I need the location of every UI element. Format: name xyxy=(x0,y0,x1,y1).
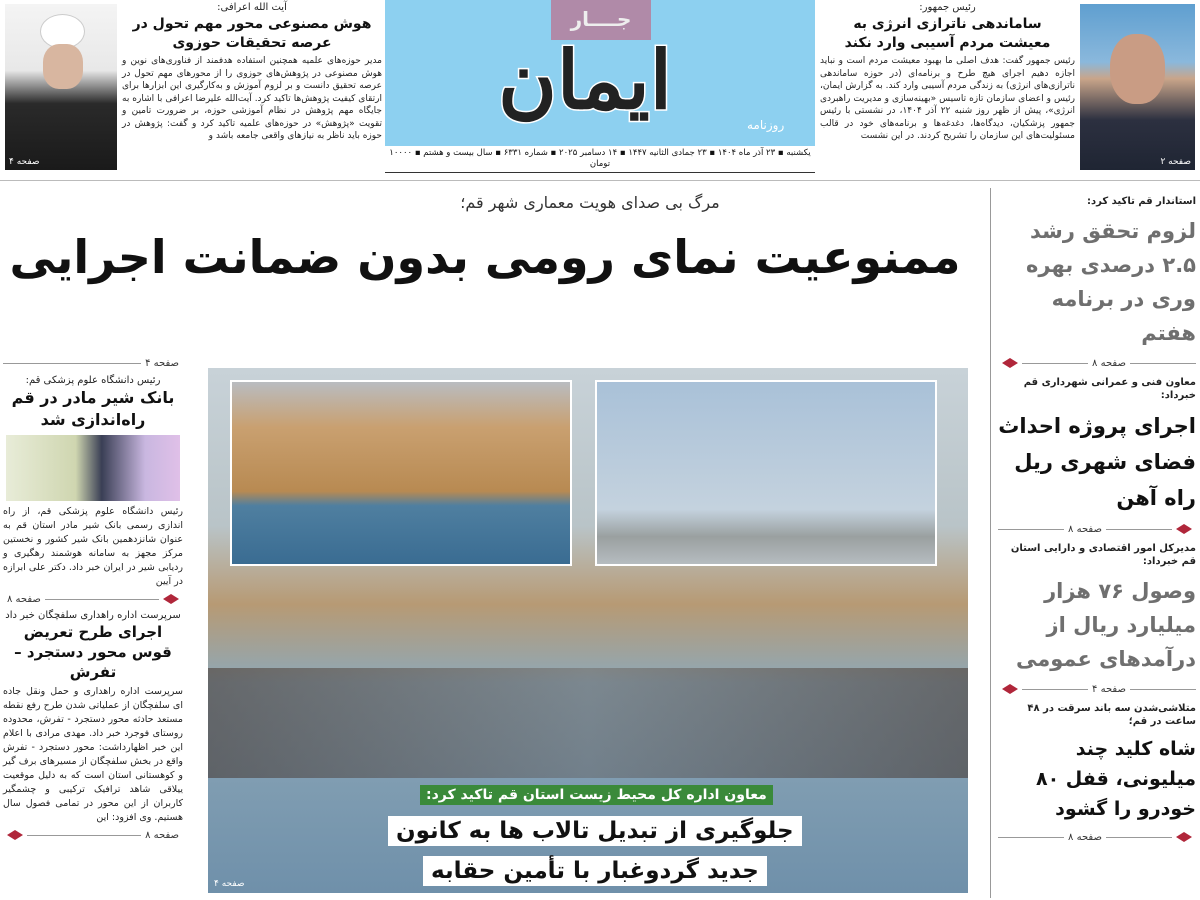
dateline: یکشنبه ▪ ۲۳ آذر ماه ۱۴۰۴ ▪ ۲۳ جمادی الثانیه ۱۴۴۷ ▪ ۱۴ دسامبر ۲۰۲۵ ▪ شماره ۶۳۳۱ ▪ سال بیست و هشتم ▪ ۱۰۰۰۰ تومان xyxy=(385,148,815,173)
kicker: مدیرکل امور اقتصادی و دارایی استان قم خبرداد: xyxy=(1010,543,1196,567)
page-label: صفحه ۴ xyxy=(145,357,179,369)
kicker: آیت الله اعرافی: xyxy=(217,2,287,13)
tag-label: جــــار xyxy=(551,0,651,40)
article-body: رئیس جمهور گفت: هدف اصلی ما بهبود معیشت مردم است و نباید اجازه دهیم اجرای هیچ طرح و برنامه‌ای (در حوزه ساماندهی ناترازی‌های انرژی) به زندگی مردم آسیبی وارد کند. به گزارش ایمان، رئیس و اعضای سازمان تازه تاسیس «بهینه‌سازی و مدیریت راهبردی انرژی»، پیش از ظهر روز شنبه ۲۲ آذر ۱۴۰۴، در نشستی با رئیس جمهور پزشکیان، دیدگاه‌ها، دغدغه‌ها و برنامه‌های خود در قالب مسئولیت‌های این سازمان را تشریح کردند. در این نشست xyxy=(820,56,1075,141)
page-label: صفحه ۴ xyxy=(1092,683,1126,695)
kicker: رئیس دانشگاه علوم پزشکی قم: xyxy=(25,375,161,386)
desert-lake-photo xyxy=(230,380,572,566)
headline[interactable]: اجرای پروژه احداث فضای شهری ریل راه آهن xyxy=(998,414,1196,510)
page-label: صفحه ۸ xyxy=(1068,523,1102,535)
kicker: سرپرست اداره راهداری سلفچگان خبر داد xyxy=(5,610,181,621)
headline[interactable]: لزوم تحقق رشد ۲.۵ درصدی بهره وری در برنامه هفتم xyxy=(1026,219,1196,345)
page-divider[interactable] xyxy=(998,356,1196,370)
page-divider[interactable] xyxy=(3,592,183,606)
photo-headline-2[interactable]: جدید گردوغبار با تأمین حقابه xyxy=(423,856,767,886)
page-label: صفحه ۸ xyxy=(7,593,41,605)
page-label: صفحه ۴ xyxy=(214,879,245,889)
divider xyxy=(0,180,1200,181)
headline[interactable]: ساماندهی ناترازی انرژی به معیشت مردم آسیبی وارد نکند xyxy=(844,16,1051,51)
article-body: مدیر حوزه‌های علمیه همچنین استفاده هدفمند از فناوری‌های نوین و هوش مصنوعی در پژوهش‌های حوزوی را از محورهای مهم تحول در عرصه تحقیق دانست و بر لزوم آموزش و به‌کارگیری این ابزارها برای ارتقای کیفیت پژوهش‌ها تاکید کرد. آیت‌الله علیرضا اعرافی با اشاره به جایگاه مهم پژوهش در نظام آموزشی حوزه، بر ضرورت تامین و تقویت «پژوهش» در حوزه‌های علمیه تاکید کرد و گفت: پژوهش در حوزه باید ناظر به نیازهای واقعی جامعه باشد و xyxy=(122,56,382,141)
president-photo xyxy=(1080,4,1195,170)
kicker: متلاشی‌شدن سه باند سرقت در ۴۸ ساعت در قم؛ xyxy=(1027,703,1196,727)
page-divider[interactable] xyxy=(998,830,1196,844)
masthead-logo[interactable] xyxy=(385,0,815,146)
lead-kicker: مرگ بی صدای هویت معماری شهر قم؛ xyxy=(460,193,720,212)
page-divider[interactable] xyxy=(998,522,1196,536)
logo-text: ایمان xyxy=(498,33,672,127)
flamingos-photo xyxy=(595,380,937,566)
page-divider[interactable] xyxy=(3,828,183,842)
headline[interactable]: وصول ۷۶ هزار میلیارد ریال از درآمدهای عمومی xyxy=(1015,579,1196,671)
article-body: سرپرست اداره راهداری و حمل ونقل جاده ای سلفچگان از عملیاتی شدن طرح رفع نقطه مستعد حادثه محور دستجرد - تفرش، محدوده روستای فوجرد خبر داد. مهدی مرادی با اعلام این خبر اظهارداشت: محور دستجرد - تفرش واقع در بخش سلفچگان از مسیرهای برف گیر و کوهستانی استان است که به دلیل موقعیت ییلاقی شاهد ترافیک ترکیبی و چشمگیر کاربران از این محور در تمامی فصول سال هستیم. وی افزود: این xyxy=(3,686,183,823)
article-body: رئیس دانشگاه علوم پزشکی قم، از راه اندازی رسمی بانک شیر مادر استان قم به عنوان شانزدهمین بانک شیر کشور و نخستین مرکز مجهز به سامانه هوشمند رهگیری و ردیابی شیر در ایران خبر داد. دکتر علی ابرازه در آیین xyxy=(3,506,183,587)
page-label: صفحه ۲ xyxy=(1160,157,1191,167)
kicker: استاندار قم تاکید کرد: xyxy=(1087,196,1196,207)
page-label: صفحه ۸ xyxy=(145,829,179,841)
cleric-photo xyxy=(5,4,117,170)
ribbon-cutting-photo xyxy=(6,435,180,501)
wetland-photo[interactable] xyxy=(208,368,968,893)
lead-headline[interactable]: ممنوعیت نمای رومی بدون ضمانت اجرایی xyxy=(9,230,961,284)
page-label: صفحه ۸ xyxy=(1068,831,1102,843)
kicker: رئیس جمهور: xyxy=(919,2,976,13)
headline[interactable]: هوش مصنوعی محور مهم تحول در عرصه تحقیقات حوزوی xyxy=(132,16,372,51)
logo-sub: روزنامه xyxy=(747,118,785,132)
headline[interactable]: بانک شیر مادر در قم راه‌اندازی شد xyxy=(11,388,175,429)
photo-headline-1[interactable]: جلوگیری از تبدیل تالاب ها به کانون xyxy=(388,816,802,846)
headline[interactable]: اجرای طرح تعریض قوس محور دستجرد – تفرش xyxy=(14,623,172,681)
kicker: معاون فنی و عمرانی شهرداری قم خبرداد: xyxy=(1023,377,1196,401)
page-divider[interactable] xyxy=(3,356,183,370)
page-label: صفحه ۴ xyxy=(9,157,40,167)
photo-kicker: معاون اداره کل محیط زیست استان قم تاکید کرد: xyxy=(420,785,773,805)
page-divider[interactable] xyxy=(998,682,1196,696)
page-label: صفحه ۸ xyxy=(1092,357,1126,369)
headline[interactable]: شاه کلید چند میلیونی، قفل ۸۰ خودرو را گشود xyxy=(1035,738,1196,820)
column-rule xyxy=(990,188,991,898)
